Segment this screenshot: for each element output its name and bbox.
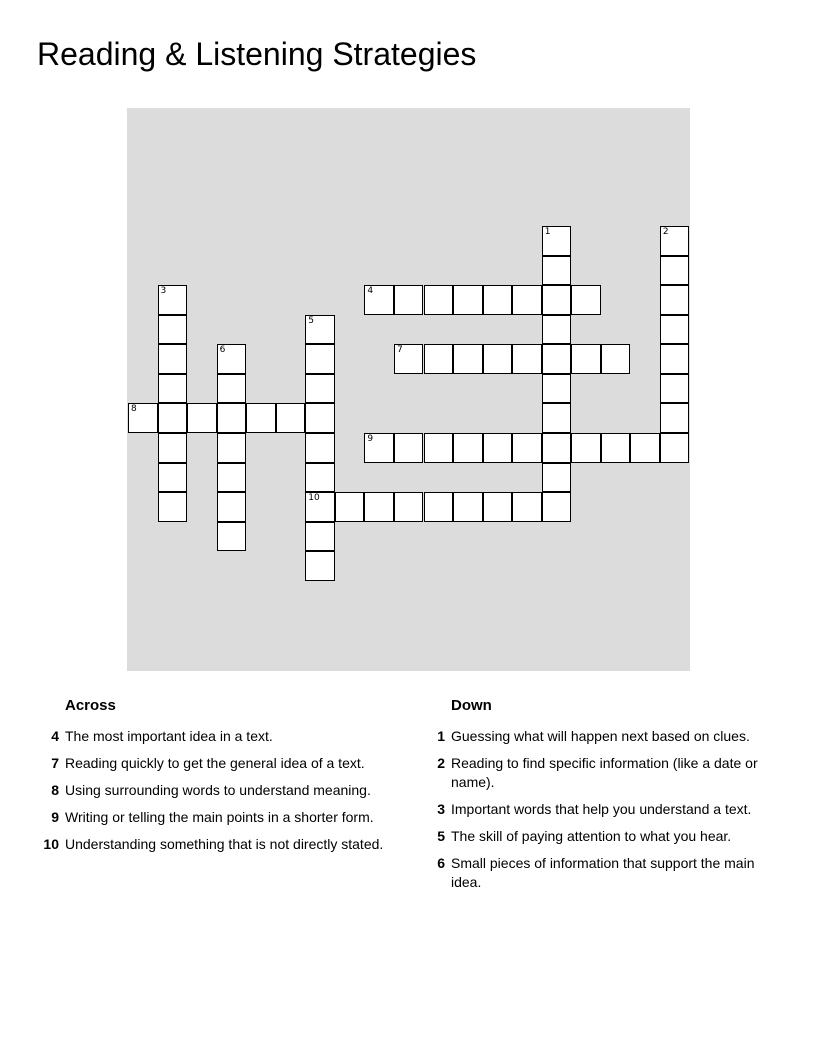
down-heading: Down [451,697,492,714]
grid-cell[interactable] [394,433,424,463]
grid-cell[interactable] [601,433,631,463]
grid-cell[interactable] [571,285,601,315]
across-clue [37,781,395,800]
grid-cell[interactable] [660,226,690,256]
clue-number: 2 [437,755,445,771]
across-clue [37,754,395,773]
down-clue [423,727,773,746]
clue-text: Important words that help you understand a text. [451,801,752,817]
grid-cell[interactable] [394,492,424,522]
clue-number: 7 [51,755,59,771]
grid-cell[interactable] [542,315,572,345]
grid-cell[interactable] [187,403,217,433]
grid-cell[interactable] [453,344,483,374]
clue-text: The skill of paying attention to what you hear. [451,828,732,844]
grid-cell[interactable] [660,433,690,463]
grid-cell[interactable] [424,285,454,315]
down-clue [423,754,773,792]
grid-cell[interactable] [453,492,483,522]
grid-cell[interactable] [571,344,601,374]
grid-cell[interactable] [158,463,188,493]
clue-text: Small pieces of information that support the main idea. [451,855,755,890]
grid-cell[interactable] [217,522,247,552]
cell-number: 7 [396,345,403,356]
grid-cell[interactable] [542,285,572,315]
grid-cell[interactable] [483,492,513,522]
grid-cell[interactable] [483,433,513,463]
grid-cell[interactable] [394,285,424,315]
cell-number: 2 [662,227,669,238]
clue-text: Understanding something that is not directly stated. [65,836,384,852]
grid-cell[interactable] [217,374,247,404]
grid-cell[interactable] [542,374,572,404]
grid-cell[interactable] [364,492,394,522]
clue-number: 4 [51,728,59,744]
grid-cell[interactable] [512,492,542,522]
across-heading: Across [65,697,116,714]
clue-number: 3 [437,801,445,817]
grid-cell[interactable] [394,344,424,374]
grid-cell[interactable] [630,433,660,463]
grid-cell[interactable] [305,344,335,374]
clue-text: Using surrounding words to understand meaning. [65,782,371,798]
grid-cell[interactable] [424,344,454,374]
clue-text: Reading quickly to get the general idea of a text. [65,755,365,771]
grid-cell[interactable] [424,492,454,522]
grid-cell[interactable] [158,403,188,433]
clue-number: 1 [437,728,445,744]
grid-cell[interactable] [158,433,188,463]
grid-cell[interactable] [335,492,365,522]
grid-cell[interactable] [128,403,158,433]
grid-cell[interactable] [305,433,335,463]
grid-cell[interactable] [571,433,601,463]
cell-number: 9 [367,434,374,444]
grid-cell[interactable] [276,403,306,433]
across-clue [37,727,395,746]
grid-cell[interactable] [158,344,188,374]
grid-cell[interactable] [217,433,247,463]
grid-cell[interactable] [158,285,188,315]
grid-cell[interactable] [660,374,690,404]
clue-text: The most important idea in a text. [65,728,273,744]
grid-cell[interactable] [542,492,572,522]
grid-cell[interactable] [364,285,394,315]
grid-cell[interactable] [542,256,572,286]
grid-cell[interactable] [601,344,631,374]
grid-cell[interactable] [542,463,572,493]
clue-text: Writing or telling the main points in a shorter form. [65,809,374,825]
clue-number: 8 [51,782,59,798]
grid-cell[interactable] [217,403,247,433]
grid-cell[interactable] [217,344,247,374]
grid-cell[interactable] [305,374,335,404]
cell-number: 3 [160,286,167,297]
down-clue-list [423,727,773,900]
grid-cell[interactable] [660,344,690,374]
grid-cell[interactable] [512,344,542,374]
grid-cell[interactable] [453,285,483,315]
page-title: Reading & Listening Strategies [37,36,477,72]
grid-cell[interactable] [512,433,542,463]
down-clue [423,827,773,846]
cell-number: 8 [131,404,137,415]
grid-cell[interactable] [305,492,335,522]
grid-cell[interactable] [217,463,247,493]
grid-cell[interactable] [542,403,572,433]
cell-number: 5 [308,315,315,326]
clue-number: 10 [43,836,59,852]
grid-cell[interactable] [453,433,483,463]
grid-cell[interactable] [158,315,188,345]
grid-cell[interactable] [305,463,335,493]
grid-cell[interactable] [305,403,335,433]
grid-cell[interactable] [305,522,335,552]
down-clue [423,854,773,892]
grid-cell[interactable] [305,551,335,581]
grid-cell[interactable] [660,285,690,315]
cell-number: 10 [308,493,320,504]
grid-cell[interactable] [158,492,188,522]
grid-cell[interactable] [542,344,572,374]
clue-text: Reading to find specific information (like a date or name). [451,755,758,790]
grid-cell[interactable] [512,285,542,315]
grid-cell[interactable] [217,492,247,522]
grid-cell[interactable] [483,344,513,374]
cell-number: 6 [219,345,226,356]
across-clue [37,835,395,854]
cell-number: 4 [367,286,374,297]
clue-number: 9 [51,809,59,825]
grid-cell[interactable] [660,315,690,345]
grid-cell[interactable] [305,315,335,345]
grid-cell[interactable] [424,433,454,463]
grid-cell[interactable] [483,285,513,315]
grid-cell[interactable] [660,403,690,433]
clue-number: 6 [437,855,445,871]
crossword-grid [127,108,690,671]
grid-cell[interactable] [542,226,572,256]
grid-cell[interactable] [246,403,276,433]
across-clue-list [37,727,395,862]
cell-number: 1 [544,227,551,238]
clue-number: 5 [437,828,445,844]
grid-cell[interactable] [542,433,572,463]
clue-text: Guessing what will happen next based on clues. [451,728,750,744]
grid-cell[interactable] [158,374,188,404]
across-clue [37,808,395,827]
grid-cell[interactable] [364,433,394,463]
down-clue [423,800,773,819]
grid-cell[interactable] [660,256,690,286]
